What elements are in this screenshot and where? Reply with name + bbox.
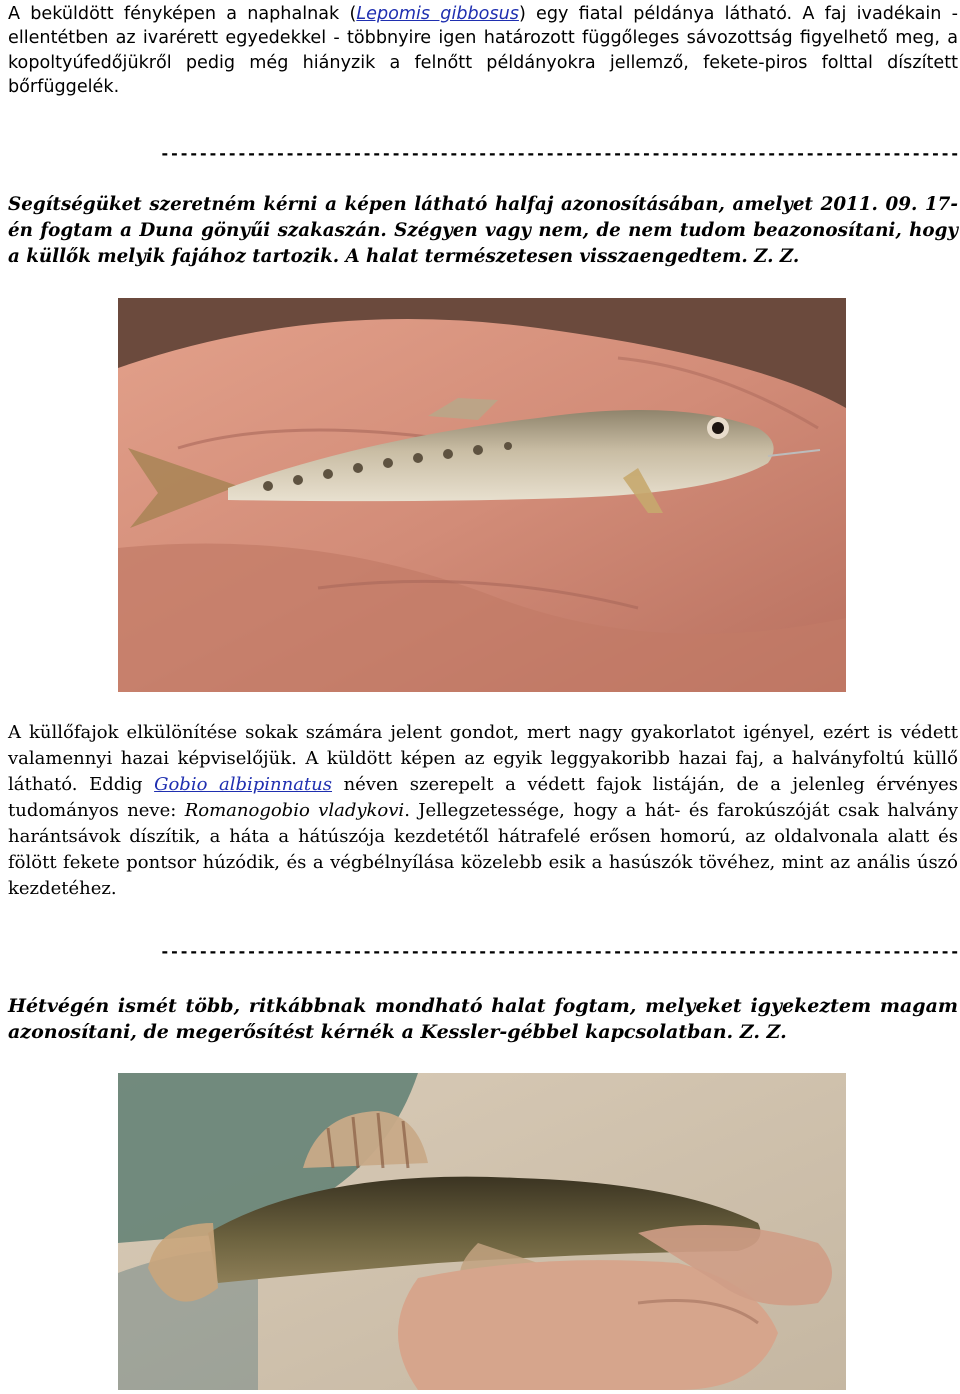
answer-paragraph xyxy=(8,720,958,902)
fish-photo-2 xyxy=(118,1073,846,1390)
intro-text-1: A beküldött fényképen a naphalnak ( xyxy=(8,4,357,24)
answer-text-3: . Jellegzetessége, hogy a hát- és farokúszóját csak halvány harántsávok díszítik, a háta a hátúszója kezdetétől hátrafelé erősen homorú, az oldalvonala alatt és fölött fekete pontsor húzódik, és a végbélnyílása közelebb esik a hasúszók tövéhez, mint az anális úszó kezdetéhez. xyxy=(8,800,958,899)
question-2: Hétvégén ismét több, ritkábbnak mondható halat fogtam, melyeket igyekeztem magam azonosítani, de megerősítést kérnék a Kessler-gébbel kapcsolatban. Z. Z. xyxy=(8,995,958,1043)
gobio-link[interactable]: Gobio albipinnatus xyxy=(154,774,333,795)
goby-fish-image xyxy=(118,1073,846,1390)
divider-2: ----------------------------------------------------------------------------------- xyxy=(160,942,960,961)
question-1: Segítségüket szeretném kérni a képen látható halfaj azonosításában, amelyet 2011. 09. 17-én fogtam a Duna gönyűi szakaszán. Szégyen vagy nem, de nem tudom beazonosítani, hogy a küllők melyik fajához tartozik. A halat természetesen visszaengedtem. Z. Z. xyxy=(8,194,958,267)
intro-paragraph xyxy=(8,2,958,100)
fish-photo-1 xyxy=(118,298,846,692)
gudgeon-fish-image xyxy=(118,298,846,692)
species-name: Romanogobio vladykovi xyxy=(184,800,405,821)
divider-1: ----------------------------------------------------------------------------------- xyxy=(160,144,960,163)
answer-text-1: A küllőfajok elkülönítése sokak számára jelent gondot, mert nagy gyakorlatot igényel, ezért is védett valamennyi hazai képviselőjük. A küldött képen az egyik leggyakoribb hazai faj, a halványfoltú küllő látható. Eddig xyxy=(8,722,958,795)
intro-text-2: ) egy fiatal példánya látható. A faj ivadékain - ellentétben az ivarérett egyedekkel - többnyire igen határozott függőleges sávozottság figyelhető meg, a kopoltyúfedőjükről pedig még hiányzik a felnőtt példányokra jellemző, fekete-piros folttal díszített bőrfüggelék. xyxy=(8,4,958,98)
lepomis-link[interactable]: Lepomis gibbosus xyxy=(356,4,519,24)
answer-text-2: néven szerepelt a védett fajok listáján, de a jelenleg érvényes tudományos neve: xyxy=(8,774,959,821)
